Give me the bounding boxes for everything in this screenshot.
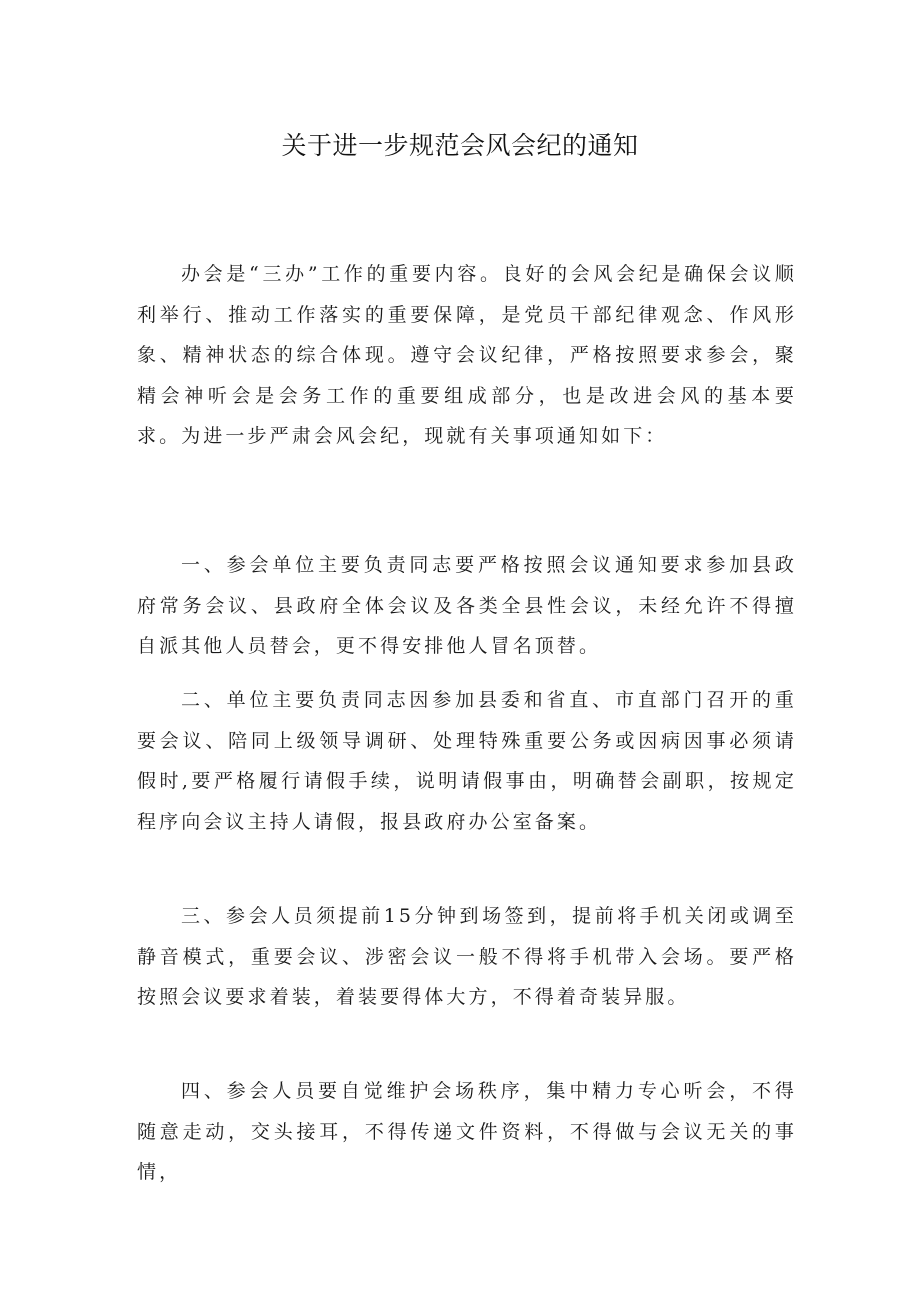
item-2-paragraph: 二、单位主要负责同志因参加县委和省直、市直部门召开的重要会议、陪同上级领导调研、处理特殊重要公务或因病因事必须请假时,要严格履行请假手续，说明请假事由，明确替会副职，按规定程序向会议主持人请假，报县政府办公室备案。 <box>137 689 797 833</box>
item-3-paragraph: 三、参会人员须提前15分钟到场签到，提前将手机关闭或调至静音模式，重要会议、涉密会议一般不得将手机带入会场。要严格按照会议要求着装，着装要得体大方，不得着奇装异服。 <box>137 905 797 1008</box>
intro-paragraph: 办会是“三办”工作的重要内容。良好的会风会纪是确保会议顺利举行、推动工作落实的重要保障，是党员干部纪律观念、作风形象、精神状态的综合体现。遵守会议纪律，严格按照要求参会，聚精会神听会是会务工作的重要组成部分，也是改进会风的基本要求。为进一步严肃会风会纪，现就有关事项通知如下： <box>137 263 797 447</box>
item-1-paragraph: 一、参会单位主要负责同志要严格按照会议通知要求参加县政府常务会议、县政府全体会议及各类全县性会议，未经允许不得擅自派其他人员替会，更不得安排他人冒名顶替。 <box>137 554 797 657</box>
document-title: 关于进一步规范会风会纪的通知 <box>281 131 639 160</box>
item-4-paragraph: 四、参会人员要自觉维护会场秩序，集中精力专心听会，不得随意走动，交头接耳，不得传递文件资料，不得做与会议无关的事情， <box>137 1080 797 1183</box>
